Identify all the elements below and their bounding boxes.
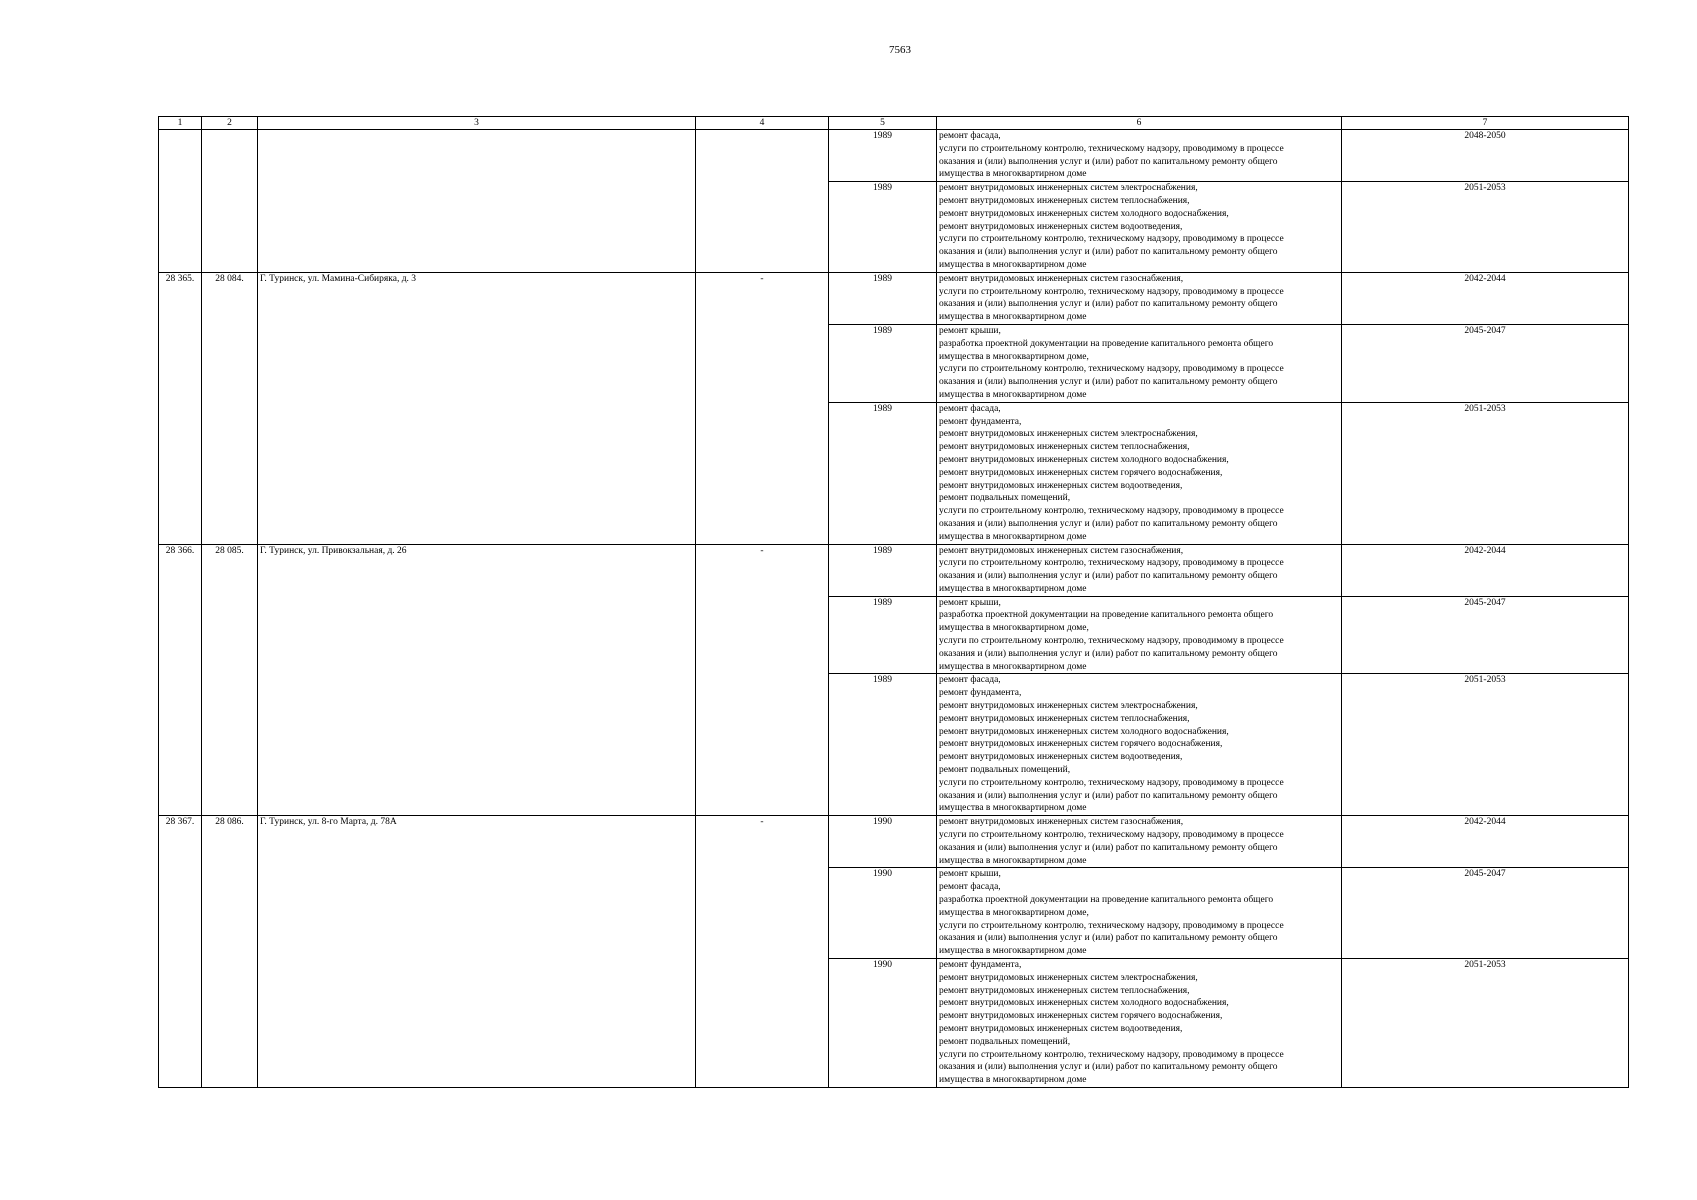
work-item: ремонт внутридомовых инженерных систем горячего водоснабжения,: [939, 467, 1223, 478]
header-cell: 1: [159, 117, 202, 130]
header-cell: 6: [937, 117, 1342, 130]
work-item: ремонт крыши,: [939, 325, 1001, 336]
works-list-cell: [937, 868, 1342, 959]
work-item: разработка проектной документации на проведение капитального ремонта общего: [939, 338, 1274, 349]
work-item: ремонт внутридомовых инженерных систем электроснабжения,: [939, 183, 1198, 194]
work-item: услуги по строительному контролю, техническому надзору, проводимому в процессе: [939, 1049, 1284, 1060]
header-cell: 3: [258, 117, 696, 130]
work-item: ремонт фундамента,: [939, 688, 1022, 699]
period-cell: 2045-2047: [1342, 596, 1629, 674]
work-item: имущества в многоквартирном доме: [939, 855, 1087, 866]
works-list-cell: [937, 402, 1342, 544]
work-item: ремонт внутридомовых инженерных систем горячего водоснабжения,: [939, 739, 1223, 750]
work-item: оказания и (или) выполнения услуг и (или) работ по капитальному ремонту общего: [939, 247, 1278, 258]
work-item: имущества в многоквартирном доме: [939, 661, 1087, 672]
works-list-cell: [937, 959, 1342, 1088]
work-item: оказания и (или) выполнения услуг и (или) работ по капитальному ремонту общего: [939, 933, 1278, 944]
work-item: имущества в многоквартирном доме: [939, 946, 1087, 957]
table-body: [159, 117, 1629, 1088]
works-list-cell: [937, 272, 1342, 324]
year-cell: 1989: [829, 402, 937, 544]
work-item: оказания и (или) выполнения услуг и (или) работ по капитальному ремонту общего: [939, 518, 1278, 529]
work-item: имущества в многоквартирном доме: [939, 583, 1087, 594]
period-cell: 2042-2044: [1342, 272, 1629, 324]
year-cell: 1989: [829, 544, 937, 596]
house-code-cell: 28 084.: [202, 272, 258, 544]
work-item: ремонт внутридомовых инженерных систем водоотведения,: [939, 1023, 1183, 1034]
year-cell: 1989: [829, 324, 937, 402]
work-item: ремонт внутридомовых инженерных систем водоотведения,: [939, 221, 1183, 232]
table-row: [159, 544, 1629, 596]
work-item: имущества в многоквартирном доме: [939, 803, 1087, 814]
column-4-cell: -: [696, 816, 829, 1088]
year-cell: 1990: [829, 868, 937, 959]
house-code-cell: 28 085.: [202, 544, 258, 816]
period-cell: 2051-2053: [1342, 402, 1629, 544]
header-cell: 4: [696, 117, 829, 130]
work-item: ремонт внутридомовых инженерных систем электроснабжения,: [939, 972, 1198, 983]
column-4-cell: [696, 130, 829, 273]
work-item: ремонт крыши,: [939, 597, 1001, 608]
work-item: ремонт внутридомовых инженерных систем холодного водоснабжения,: [939, 998, 1229, 1009]
record-number-cell: [159, 130, 202, 273]
header-cell: 5: [829, 117, 937, 130]
works-list-cell: [937, 544, 1342, 596]
record-number-cell: 28 367.: [159, 816, 202, 1088]
works-list-cell: [937, 674, 1342, 816]
year-cell: 1989: [829, 272, 937, 324]
work-item: ремонт крыши,: [939, 869, 1001, 880]
year-cell: 1989: [829, 674, 937, 816]
work-item: ремонт подвальных помещений,: [939, 1036, 1071, 1047]
work-item: имущества в многоквартирном доме: [939, 312, 1087, 323]
house-code-cell: [202, 130, 258, 273]
period-cell: 2042-2044: [1342, 544, 1629, 596]
work-item: оказания и (или) выполнения услуг и (или) работ по капитальному ремонту общего: [939, 648, 1278, 659]
year-cell: 1989: [829, 596, 937, 674]
work-item: ремонт внутридомовых инженерных систем теплоснабжения,: [939, 985, 1190, 996]
work-item: ремонт внутридомовых инженерных систем теплоснабжения,: [939, 442, 1190, 453]
work-item: услуги по строительному контролю, техническому надзору, проводимому в процессе: [939, 364, 1284, 375]
work-item: оказания и (или) выполнения услуг и (или) работ по капитальному ремонту общего: [939, 571, 1278, 582]
year-cell: 1989: [829, 182, 937, 273]
work-item: ремонт фундамента,: [939, 416, 1022, 427]
work-item: услуги по строительному контролю, техническому надзору, проводимому в процессе: [939, 777, 1284, 788]
period-cell: 2051-2053: [1342, 674, 1629, 816]
work-item: услуги по строительному контролю, техническому надзору, проводимому в процессе: [939, 506, 1284, 517]
work-item: ремонт внутридомовых инженерных систем холодного водоснабжения,: [939, 454, 1229, 465]
record-number-cell: 28 365.: [159, 272, 202, 544]
work-item: ремонт внутридомовых инженерных систем газоснабжения,: [939, 817, 1184, 828]
work-item: ремонт внутридомовых инженерных систем холодного водоснабжения,: [939, 208, 1229, 219]
repair-schedule-table: [158, 116, 1629, 1088]
work-item: ремонт внутридомовых инженерных систем электроснабжения,: [939, 429, 1198, 440]
work-item: оказания и (или) выполнения услуг и (или) работ по капитальному ремонту общего: [939, 377, 1278, 388]
header-cell: 2: [202, 117, 258, 130]
work-item: имущества в многоквартирном доме,: [939, 623, 1089, 634]
year-cell: 1990: [829, 816, 937, 868]
table-row: [159, 272, 1629, 324]
work-item: ремонт подвальных помещений,: [939, 493, 1071, 504]
work-item: ремонт фасада,: [939, 131, 1001, 141]
work-item: ремонт фасада,: [939, 403, 1001, 414]
year-cell: 1989: [829, 130, 937, 182]
work-item: услуги по строительному контролю, техническому надзору, проводимому в процессе: [939, 636, 1284, 647]
year-cell: 1990: [829, 959, 937, 1088]
work-item: ремонт фасада,: [939, 675, 1001, 686]
address-cell: Г. Туринск, ул. Мамина-Сибиряка, д. 3: [258, 272, 696, 544]
work-item: ремонт внутридомовых инженерных систем теплоснабжения,: [939, 195, 1190, 206]
table-row: [159, 130, 1629, 182]
address-cell: [258, 130, 696, 273]
work-item: ремонт внутридомовых инженерных систем газоснабжения,: [939, 273, 1184, 284]
address-cell: Г. Туринск, ул. Привокзальная, д. 26: [258, 544, 696, 816]
work-item: услуги по строительному контролю, техническому надзору, проводимому в процессе: [939, 234, 1284, 245]
work-item: ремонт внутридомовых инженерных систем газоснабжения,: [939, 545, 1184, 556]
period-cell: 2048-2050: [1342, 130, 1629, 182]
work-item: услуги по строительному контролю, техническому надзору, проводимому в процессе: [939, 143, 1284, 154]
works-list-cell: [937, 816, 1342, 868]
work-item: оказания и (или) выполнения услуг и (или) работ по капитальному ремонту общего: [939, 842, 1278, 853]
period-cell: 2051-2053: [1342, 959, 1629, 1088]
page-number: 7563: [889, 44, 911, 56]
work-item: ремонт подвальных помещений,: [939, 765, 1071, 776]
table-header-row: [159, 117, 1629, 130]
record-number-cell: 28 366.: [159, 544, 202, 816]
work-item: разработка проектной документации на проведение капитального ремонта общего: [939, 895, 1274, 906]
work-item: имущества в многоквартирном доме: [939, 259, 1087, 270]
work-item: услуги по строительному контролю, техническому надзору, проводимому в процессе: [939, 920, 1284, 931]
work-item: ремонт внутридомовых инженерных систем водоотведения,: [939, 480, 1183, 491]
work-item: ремонт фасада,: [939, 882, 1001, 893]
work-item: ремонт внутридомовых инженерных систем электроснабжения,: [939, 701, 1198, 712]
works-list-cell: [937, 182, 1342, 273]
column-4-cell: -: [696, 272, 829, 544]
work-item: оказания и (или) выполнения услуг и (или) работ по капитальному ремонту общего: [939, 1062, 1278, 1073]
header-cell: 7: [1342, 117, 1629, 130]
work-item: имущества в многоквартирном доме: [939, 389, 1087, 400]
work-item: имущества в многоквартирном доме,: [939, 907, 1089, 918]
work-item: разработка проектной документации на проведение капитального ремонта общего: [939, 610, 1274, 621]
house-code-cell: 28 086.: [202, 816, 258, 1088]
address-cell: Г. Туринск, ул. 8-го Марта, д. 78А: [258, 816, 696, 1088]
works-list-cell: [937, 324, 1342, 402]
work-item: услуги по строительному контролю, техническому надзору, проводимому в процессе: [939, 286, 1284, 297]
work-item: оказания и (или) выполнения услуг и (или) работ по капитальному ремонту общего: [939, 299, 1278, 310]
period-cell: 2045-2047: [1342, 868, 1629, 959]
period-cell: 2042-2044: [1342, 816, 1629, 868]
work-item: ремонт внутридомовых инженерных систем горячего водоснабжения,: [939, 1011, 1223, 1022]
period-cell: 2045-2047: [1342, 324, 1629, 402]
column-4-cell: -: [696, 544, 829, 816]
work-item: услуги по строительному контролю, техническому надзору, проводимому в процессе: [939, 558, 1284, 569]
work-item: ремонт фундамента,: [939, 960, 1022, 970]
period-cell: 2051-2053: [1342, 182, 1629, 273]
work-item: ремонт внутридомовых инженерных систем водоотведения,: [939, 752, 1183, 763]
work-item: имущества в многоквартирном доме: [939, 531, 1087, 542]
work-item: ремонт внутридомовых инженерных систем теплоснабжения,: [939, 713, 1190, 724]
work-item: имущества в многоквартирном доме,: [939, 351, 1089, 362]
table-row: [159, 816, 1629, 868]
work-item: имущества в многоквартирном доме: [939, 169, 1087, 180]
works-list-cell: [937, 130, 1342, 182]
work-item: оказания и (или) выполнения услуг и (или) работ по капитальному ремонту общего: [939, 790, 1278, 801]
work-item: ремонт внутридомовых инженерных систем холодного водоснабжения,: [939, 726, 1229, 737]
work-item: оказания и (или) выполнения услуг и (или) работ по капитальному ремонту общего: [939, 156, 1278, 167]
work-item: имущества в многоквартирном доме: [939, 1075, 1087, 1086]
work-item: услуги по строительному контролю, техническому надзору, проводимому в процессе: [939, 830, 1284, 841]
works-list-cell: [937, 596, 1342, 674]
